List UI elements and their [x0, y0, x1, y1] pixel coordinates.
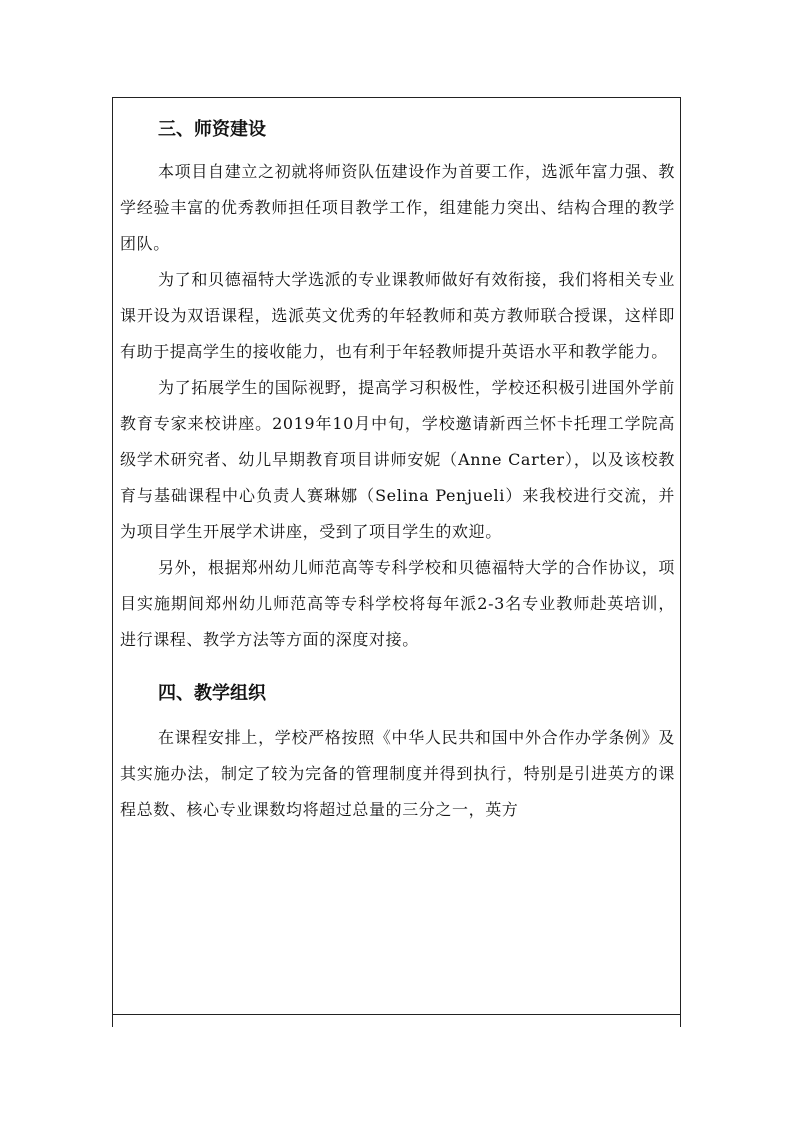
- section-heading-teaching: 四、教学组织: [158, 683, 266, 704]
- page-bottom-rule: [112, 1014, 681, 1015]
- faculty-paragraph-3: 为了拓展学生的国际视野，提高学习积极性，学校还积极引进国外学前教育专家来校讲座。2019年10月中旬，学校邀请新西兰怀卡托理工学院高级学术研究者、幼儿早期教育项目讲师安妮（Anne Carter），以及该校教育与基础课程中心负责人赛琳娜（Selina Penjueli）来我校进行交流，并为项目学生开展学术讲座，受到了项目学生的欢迎。: [120, 378, 675, 541]
- faculty-paragraph-4: 另外，根据郑州幼儿师范高等专科学校和贝德福特大学的合作协议，项目实施期间郑州幼儿师范高等专科学校将每年派2-3名专业教师赴英培训，进行课程、教学方法等方面的深度对接。: [120, 558, 675, 649]
- section-heading-faculty: 三、师资建设: [158, 119, 266, 140]
- faculty-paragraph-1: 本项目自建立之初就将师资队伍建设作为首要工作，选派年富力强、教学经验丰富的优秀教师担任项目教学工作，组建能力突出、结构合理的教学团队。: [120, 162, 675, 253]
- teaching-paragraph-1: 在课程安排上，学校严格按照《中华人民共和国中外合作办学条例》及其实施办法，制定了较为完备的管理制度并得到执行，特别是引进英方的课程总数、核心专业课数均将超过总量的三分之一，英方: [120, 728, 675, 819]
- document-body: [120, 112, 675, 828]
- faculty-paragraph-2: 为了和贝德福特大学选派的专业课教师做好有效衔接，我们将相关专业课开设为双语课程，选派英文优秀的年轻教师和英方教师联合授课，这样即有助于提高学生的接收能力，也有利于年轻教师提升英语水平和教学能力。: [120, 270, 675, 361]
